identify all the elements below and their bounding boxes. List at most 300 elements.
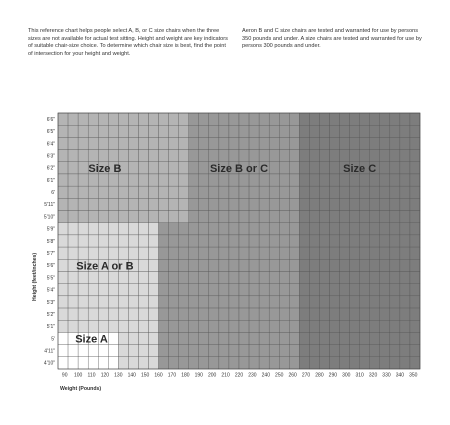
grid-cell bbox=[360, 308, 370, 320]
grid-cell bbox=[330, 211, 340, 223]
grid-cell bbox=[229, 259, 239, 271]
grid-cell bbox=[330, 271, 340, 283]
grid-cell bbox=[390, 113, 400, 125]
grid-cell bbox=[179, 296, 189, 308]
grid-cell bbox=[289, 320, 299, 332]
grid-cell bbox=[169, 284, 179, 296]
grid-cell bbox=[269, 186, 279, 198]
grid-cell bbox=[98, 345, 108, 357]
grid-cell bbox=[279, 223, 289, 235]
grid-cell bbox=[390, 125, 400, 137]
grid-cell bbox=[259, 357, 269, 369]
x-tick-label: 340 bbox=[395, 372, 405, 379]
grid-cell bbox=[390, 137, 400, 149]
grid-cell bbox=[249, 357, 259, 369]
grid-cell bbox=[199, 137, 209, 149]
grid-cell bbox=[209, 137, 219, 149]
grid-cell bbox=[269, 211, 279, 223]
y-tick-label: 5' bbox=[51, 336, 55, 343]
grid-cell bbox=[309, 198, 319, 210]
grid-cell bbox=[319, 137, 329, 149]
grid-cell bbox=[199, 198, 209, 210]
grid-cell bbox=[330, 150, 340, 162]
grid-cell bbox=[229, 296, 239, 308]
grid-cell bbox=[249, 174, 259, 186]
grid-cell bbox=[319, 198, 329, 210]
grid-cell bbox=[78, 113, 88, 125]
x-tick-label: 330 bbox=[382, 372, 391, 379]
grid-cell bbox=[239, 320, 249, 332]
grid-cell bbox=[279, 259, 289, 271]
grid-cell bbox=[360, 235, 370, 247]
grid-cell bbox=[249, 332, 259, 344]
grid-cell bbox=[299, 259, 309, 271]
grid-cell bbox=[68, 308, 78, 320]
grid-cell bbox=[209, 223, 219, 235]
grid-cell bbox=[209, 125, 219, 137]
grid-cell bbox=[380, 150, 390, 162]
grid-cell bbox=[98, 223, 108, 235]
grid-cell bbox=[360, 174, 370, 186]
grid-cell bbox=[410, 113, 420, 125]
grid-cell bbox=[219, 150, 229, 162]
grid-cell bbox=[118, 332, 128, 344]
grid-cell bbox=[219, 357, 229, 369]
grid-cell bbox=[179, 308, 189, 320]
y-tick-label: 5'5" bbox=[46, 275, 55, 282]
grid-cell bbox=[78, 235, 88, 247]
x-tick-label: 220 bbox=[234, 372, 244, 379]
grid-cell bbox=[309, 150, 319, 162]
grid-cell bbox=[299, 186, 309, 198]
grid-cell bbox=[78, 150, 88, 162]
grid-cell bbox=[98, 211, 108, 223]
grid-cell bbox=[319, 271, 329, 283]
grid-cell bbox=[360, 186, 370, 198]
grid-cell bbox=[58, 174, 68, 186]
x-tick-label: 300 bbox=[342, 372, 351, 379]
grid-cell bbox=[98, 320, 108, 332]
grid-cell bbox=[68, 174, 78, 186]
grid-cell bbox=[269, 259, 279, 271]
grid-cell bbox=[350, 308, 360, 320]
grid-cell bbox=[189, 332, 199, 344]
grid-cell bbox=[118, 186, 128, 198]
grid-cell bbox=[58, 137, 68, 149]
grid-cell bbox=[269, 125, 279, 137]
grid-cell bbox=[229, 357, 239, 369]
grid-cell bbox=[88, 271, 98, 283]
grid-cell bbox=[58, 320, 68, 332]
grid-cell bbox=[299, 284, 309, 296]
grid-cell bbox=[159, 308, 169, 320]
grid-cell bbox=[128, 174, 138, 186]
grid-cell bbox=[108, 332, 118, 344]
grid-cell bbox=[88, 150, 98, 162]
grid-cell bbox=[128, 296, 138, 308]
grid-cell bbox=[269, 345, 279, 357]
grid-cell bbox=[219, 186, 229, 198]
grid-cell bbox=[219, 125, 229, 137]
grid-cell bbox=[259, 223, 269, 235]
grid-cell bbox=[239, 332, 249, 344]
grid-cell bbox=[219, 320, 229, 332]
grid-cell bbox=[138, 259, 148, 271]
grid-cell bbox=[360, 357, 370, 369]
x-tick-label: 260 bbox=[288, 372, 297, 379]
grid-cell bbox=[159, 284, 169, 296]
grid-cell bbox=[128, 320, 138, 332]
grid-cell bbox=[199, 345, 209, 357]
grid-cell bbox=[179, 259, 189, 271]
grid-cell bbox=[350, 186, 360, 198]
grid-cell bbox=[299, 174, 309, 186]
grid-cell bbox=[279, 247, 289, 259]
grid-cell bbox=[380, 211, 390, 223]
grid-cell bbox=[410, 186, 420, 198]
grid-cell bbox=[98, 284, 108, 296]
grid-cell bbox=[269, 198, 279, 210]
grid-cell bbox=[350, 235, 360, 247]
grid-cell bbox=[118, 296, 128, 308]
grid-cell bbox=[400, 186, 410, 198]
grid-cell bbox=[199, 150, 209, 162]
grid-cell bbox=[370, 308, 380, 320]
grid-cell bbox=[229, 345, 239, 357]
grid-cell bbox=[138, 186, 148, 198]
grid-cell bbox=[219, 284, 229, 296]
grid-cell bbox=[209, 174, 219, 186]
grid-cell bbox=[229, 174, 239, 186]
grid-cell bbox=[78, 211, 88, 223]
grid-cell bbox=[199, 162, 209, 174]
grid-cell bbox=[370, 211, 380, 223]
grid-cell bbox=[279, 308, 289, 320]
grid-cell bbox=[259, 198, 269, 210]
grid-cell bbox=[279, 125, 289, 137]
grid-cell bbox=[179, 137, 189, 149]
grid-cell bbox=[189, 247, 199, 259]
grid-cell bbox=[149, 174, 159, 186]
grid-cell bbox=[410, 259, 420, 271]
grid-cell bbox=[269, 284, 279, 296]
grid-cell bbox=[390, 296, 400, 308]
grid-cell bbox=[209, 308, 219, 320]
grid-cell bbox=[108, 271, 118, 283]
grid-cell bbox=[269, 247, 279, 259]
grid-cell bbox=[370, 186, 380, 198]
grid-cell bbox=[78, 137, 88, 149]
grid-cell bbox=[149, 308, 159, 320]
grid-cell bbox=[179, 235, 189, 247]
grid-cell bbox=[219, 137, 229, 149]
grid-cell bbox=[169, 174, 179, 186]
grid-cell bbox=[390, 247, 400, 259]
grid-cell bbox=[169, 186, 179, 198]
grid-cell bbox=[118, 357, 128, 369]
grid-cell bbox=[108, 198, 118, 210]
grid-cell bbox=[259, 259, 269, 271]
grid-cell bbox=[370, 235, 380, 247]
grid-cell bbox=[169, 211, 179, 223]
grid-cell bbox=[118, 223, 128, 235]
grid-cell bbox=[239, 345, 249, 357]
grid-cell bbox=[229, 211, 239, 223]
grid-cell bbox=[138, 308, 148, 320]
grid-cell bbox=[390, 235, 400, 247]
grid-cell bbox=[289, 125, 299, 137]
grid-cell bbox=[169, 259, 179, 271]
grid-cell bbox=[149, 320, 159, 332]
grid-cell bbox=[269, 223, 279, 235]
grid-cell bbox=[209, 357, 219, 369]
grid-cell bbox=[189, 223, 199, 235]
grid-cell bbox=[340, 284, 350, 296]
grid-cell bbox=[279, 345, 289, 357]
grid-cell bbox=[340, 113, 350, 125]
x-tick-label: 210 bbox=[221, 372, 230, 379]
grid-cell bbox=[249, 271, 259, 283]
grid-cell bbox=[199, 332, 209, 344]
grid-cell bbox=[169, 235, 179, 247]
grid-cell bbox=[319, 247, 329, 259]
grid-cell bbox=[370, 198, 380, 210]
grid-cell bbox=[319, 320, 329, 332]
grid-cell bbox=[179, 357, 189, 369]
grid-cell bbox=[128, 247, 138, 259]
grid-cell bbox=[269, 235, 279, 247]
grid-cell bbox=[340, 271, 350, 283]
grid-cell bbox=[370, 247, 380, 259]
grid-cell bbox=[340, 150, 350, 162]
grid-cell bbox=[179, 271, 189, 283]
grid-cell bbox=[309, 271, 319, 283]
grid-cell bbox=[239, 198, 249, 210]
grid-cell bbox=[259, 137, 269, 149]
grid-cell bbox=[68, 271, 78, 283]
intro-text-left: This reference chart helps people select A, B, or C size chairs when the three sizes are not available for actual test sitting. Height and weight are key indicators of suitable chair-size choice. To determine which chair size is best, find the point of intersection for your height and weight. bbox=[28, 28, 228, 57]
grid-cell bbox=[279, 284, 289, 296]
grid-cell bbox=[330, 235, 340, 247]
grid-cell bbox=[309, 162, 319, 174]
grid-cell bbox=[229, 125, 239, 137]
grid-cell bbox=[249, 211, 259, 223]
grid-cell bbox=[169, 150, 179, 162]
y-tick-label: 6'6" bbox=[46, 116, 55, 123]
y-tick-label: 5'9" bbox=[46, 226, 55, 233]
grid-cell bbox=[169, 332, 179, 344]
grid-cell bbox=[199, 235, 209, 247]
grid-cell bbox=[350, 247, 360, 259]
grid-cell bbox=[410, 162, 420, 174]
grid-cell bbox=[340, 137, 350, 149]
grid-cell bbox=[390, 174, 400, 186]
grid-cell bbox=[169, 345, 179, 357]
grid-cell bbox=[319, 186, 329, 198]
grid-cell bbox=[360, 223, 370, 235]
grid-cell bbox=[118, 125, 128, 137]
grid-layer bbox=[58, 113, 420, 369]
grid-cell bbox=[249, 235, 259, 247]
grid-cell bbox=[269, 296, 279, 308]
grid-cell bbox=[219, 296, 229, 308]
grid-cell bbox=[78, 198, 88, 210]
grid-cell bbox=[68, 247, 78, 259]
grid-cell bbox=[149, 186, 159, 198]
grid-cell bbox=[309, 296, 319, 308]
x-tick-label: 240 bbox=[261, 372, 270, 379]
grid-cell bbox=[58, 162, 68, 174]
grid-cell bbox=[340, 259, 350, 271]
grid-cell bbox=[88, 137, 98, 149]
grid-cell bbox=[209, 113, 219, 125]
grid-cell bbox=[199, 186, 209, 198]
grid-cell bbox=[309, 332, 319, 344]
grid-cell bbox=[289, 308, 299, 320]
grid-cell bbox=[88, 296, 98, 308]
grid-cell bbox=[340, 345, 350, 357]
grid-cell bbox=[68, 186, 78, 198]
grid-cell bbox=[78, 174, 88, 186]
grid-cell bbox=[360, 211, 370, 223]
grid-cell bbox=[390, 223, 400, 235]
grid-cell bbox=[209, 271, 219, 283]
grid-cell bbox=[88, 284, 98, 296]
grid-cell bbox=[279, 137, 289, 149]
grid-cell bbox=[68, 296, 78, 308]
grid-cell bbox=[390, 162, 400, 174]
grid-cell bbox=[88, 125, 98, 137]
grid-cell bbox=[410, 211, 420, 223]
grid-cell bbox=[249, 150, 259, 162]
grid-cell bbox=[410, 345, 420, 357]
grid-cell bbox=[118, 320, 128, 332]
grid-cell bbox=[299, 308, 309, 320]
grid-cell bbox=[128, 271, 138, 283]
grid-cell bbox=[189, 198, 199, 210]
grid-cell bbox=[98, 125, 108, 137]
grid-cell bbox=[319, 357, 329, 369]
grid-cell bbox=[98, 235, 108, 247]
grid-cell bbox=[219, 235, 229, 247]
grid-cell bbox=[199, 259, 209, 271]
grid-cell bbox=[410, 150, 420, 162]
grid-cell bbox=[128, 162, 138, 174]
grid-cell bbox=[309, 284, 319, 296]
y-tick-label: 5'11" bbox=[44, 202, 55, 209]
grid-cell bbox=[410, 320, 420, 332]
intro-text-right: Aeron B and C size chairs are tested and warranted for use by persons 350 pounds and under. A size chairs are tested and warranted for use by persons 300 pounds and under. bbox=[242, 28, 422, 50]
grid-cell bbox=[138, 211, 148, 223]
grid-cell bbox=[169, 223, 179, 235]
grid-cell bbox=[108, 235, 118, 247]
grid-cell bbox=[189, 186, 199, 198]
grid-cell bbox=[169, 125, 179, 137]
grid-cell bbox=[98, 113, 108, 125]
grid-cell bbox=[68, 162, 78, 174]
grid-cell bbox=[169, 113, 179, 125]
grid-cell bbox=[159, 198, 169, 210]
grid-cell bbox=[78, 284, 88, 296]
grid-cell bbox=[189, 211, 199, 223]
grid-cell bbox=[309, 235, 319, 247]
grid-cell bbox=[159, 174, 169, 186]
grid-cell bbox=[138, 284, 148, 296]
grid-cell bbox=[330, 186, 340, 198]
grid-cell bbox=[340, 235, 350, 247]
grid-cell bbox=[149, 198, 159, 210]
grid-cell bbox=[249, 345, 259, 357]
grid-cell bbox=[400, 271, 410, 283]
grid-cell bbox=[149, 332, 159, 344]
grid-cell bbox=[279, 332, 289, 344]
grid-cell bbox=[249, 308, 259, 320]
grid-cell bbox=[259, 296, 269, 308]
grid-cell bbox=[330, 174, 340, 186]
grid-cell bbox=[410, 174, 420, 186]
grid-cell bbox=[239, 247, 249, 259]
grid-cell bbox=[219, 308, 229, 320]
grid-cell bbox=[78, 247, 88, 259]
grid-cell bbox=[350, 150, 360, 162]
grid-cell bbox=[330, 113, 340, 125]
grid-cell bbox=[400, 198, 410, 210]
grid-cell bbox=[410, 125, 420, 137]
grid-cell bbox=[219, 259, 229, 271]
grid-cell bbox=[219, 247, 229, 259]
grid-cell bbox=[259, 332, 269, 344]
grid-cell bbox=[400, 259, 410, 271]
grid-cell bbox=[289, 247, 299, 259]
grid-cell bbox=[229, 235, 239, 247]
grid-cell bbox=[309, 308, 319, 320]
grid-cell bbox=[108, 296, 118, 308]
grid-cell bbox=[380, 284, 390, 296]
grid-cell bbox=[330, 357, 340, 369]
grid-cell bbox=[239, 211, 249, 223]
grid-cell bbox=[350, 271, 360, 283]
grid-cell bbox=[340, 320, 350, 332]
grid-cell bbox=[319, 345, 329, 357]
grid-cell bbox=[360, 296, 370, 308]
grid-cell bbox=[169, 198, 179, 210]
grid-cell bbox=[138, 332, 148, 344]
grid-cell bbox=[370, 296, 380, 308]
grid-cell bbox=[289, 162, 299, 174]
grid-cell bbox=[330, 320, 340, 332]
grid-cell bbox=[209, 320, 219, 332]
grid-cell bbox=[229, 320, 239, 332]
grid-cell bbox=[209, 186, 219, 198]
grid-cell bbox=[68, 113, 78, 125]
grid-cell bbox=[128, 345, 138, 357]
grid-cell bbox=[259, 271, 269, 283]
grid-cell bbox=[380, 332, 390, 344]
y-tick-label: 6'2" bbox=[46, 165, 55, 172]
grid-cell bbox=[319, 223, 329, 235]
zone-label: Size A or B bbox=[76, 260, 134, 273]
grid-cell bbox=[98, 357, 108, 369]
grid-cell bbox=[149, 357, 159, 369]
grid-cell bbox=[108, 284, 118, 296]
grid-cell bbox=[299, 137, 309, 149]
grid-cell bbox=[229, 150, 239, 162]
grid-cell bbox=[209, 211, 219, 223]
grid-cell bbox=[189, 150, 199, 162]
grid-cell bbox=[410, 332, 420, 344]
grid-cell bbox=[390, 308, 400, 320]
x-tick-label: 280 bbox=[315, 372, 324, 379]
